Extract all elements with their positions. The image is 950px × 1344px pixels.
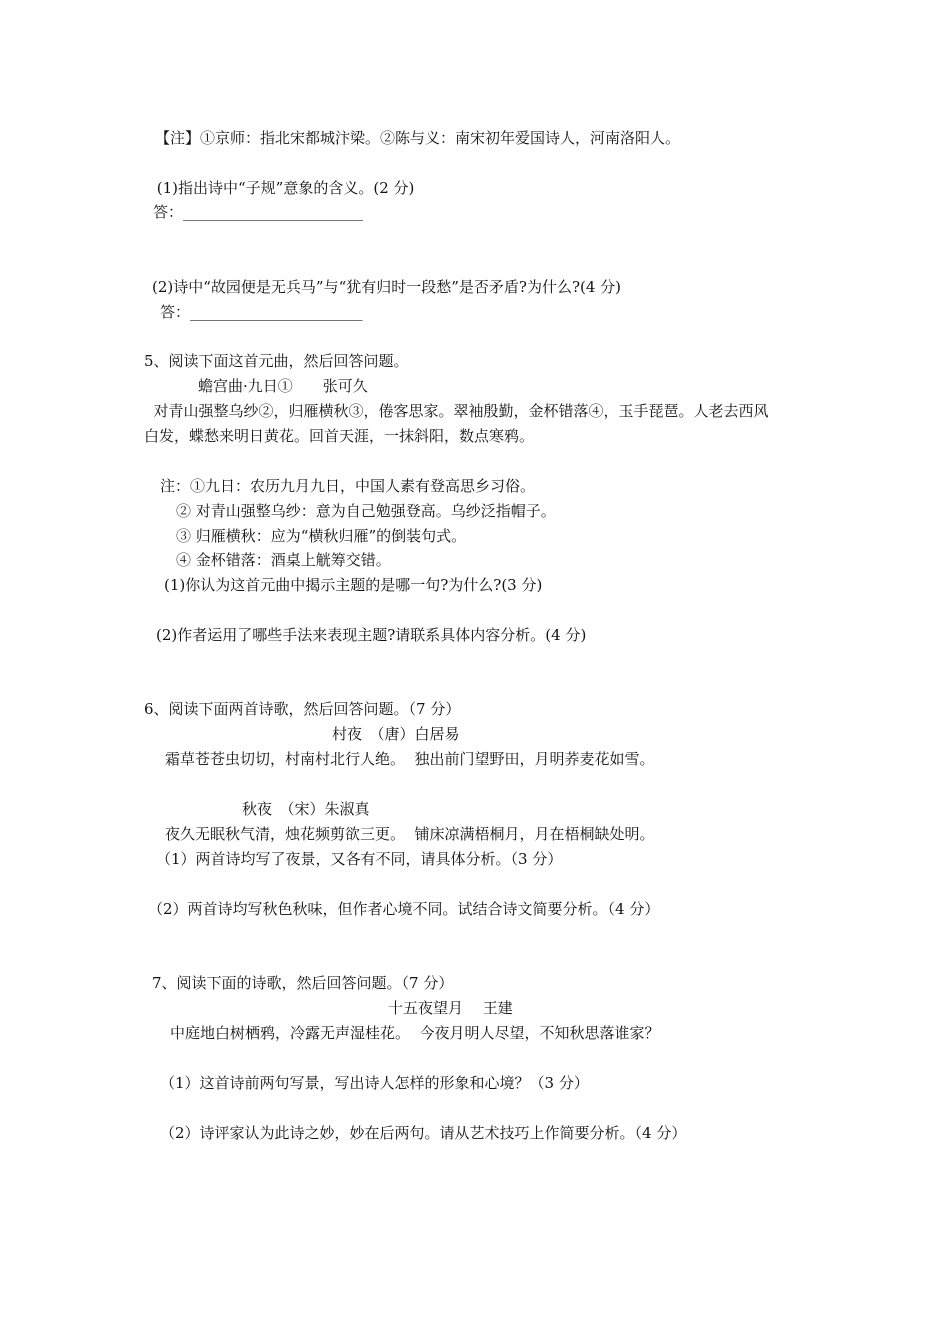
q7-sub1: （1）这首诗前两句写景，写出诗人怎样的形象和心境？（3 分）	[160, 1074, 589, 1092]
q4-sub1: (1)指出诗中“子规”意象的含义。(2 分)	[152, 179, 415, 197]
q7-heading: 7、阅读下面的诗歌，然后回答问题。（7 分）	[152, 974, 454, 992]
q6-poem1-body: 霜草苍苍虫切切，村南村北行人绝。 独出前门望野田，月明荞麦花如雪。	[165, 750, 655, 768]
q6-sub1: （1）两首诗均写了夜景，又各有不同，请具体分析。（3 分）	[156, 850, 563, 868]
q5-sub2: (2)作者运用了哪些手法来表现主题?请联系具体内容分析。(4 分)	[156, 626, 587, 644]
q5-note3: ③ 归雁横秋：应为“横秋归雁”的倒装句式。	[176, 527, 467, 545]
q7-poem-title: 十五夜望月 王建	[388, 999, 513, 1017]
q6-heading: 6、阅读下面两首诗歌，然后回答问题。（7 分）	[144, 700, 461, 718]
q5-note2: ② 对青山强整乌纱：意为自己勉强登高。乌纱泛指帽子。	[176, 502, 556, 520]
q7-poem-body: 中庭地白树栖鸦，冷露无声湿桂花。 今夜月明人尽望，不知秋思落谁家？	[170, 1024, 660, 1042]
footnote-top: 【注】①京师：指北宋都城汴梁。②陈与义：南宋初年爱国诗人，河南洛阳人。	[155, 129, 681, 147]
q5-poem-line1: 对青山强整乌纱②，归雁横秋③，倦客思家。翠袖殷勤，金杯错落④，玉手琵琶。人老去西风	[144, 402, 769, 420]
q4-answer2: 答：_______________________	[160, 303, 363, 321]
q7-sub2: （2）诗评家认为此诗之妙，妙在后两句。请从艺术技巧上作简要分析。（4 分）	[160, 1124, 687, 1142]
q6-sub2: （2）两首诗均写秋色秋味，但作者心境不同。试结合诗文简要分析。（4 分）	[148, 900, 660, 918]
q5-poem-title: 蟾宫曲·九日① 张可久	[198, 377, 368, 395]
q5-note1: 注：①九日：农历九月九日，中国人素有登高思乡习俗。	[160, 477, 536, 495]
q4-sub2: (2)诗中“故园便是无兵马”与“犹有归时一段愁”是否矛盾?为什么?(4 分)	[152, 278, 622, 296]
q5-heading: 5、阅读下面这首元曲，然后回答问题。	[144, 352, 409, 370]
q5-poem-line2: 白发，蝶愁来明日黄花。回首天涯，一抹斜阳，数点寒鸦。	[144, 427, 535, 445]
q5-sub1: (1)你认为这首元曲中揭示主题的是哪一句?为什么?(3 分)	[164, 576, 543, 594]
q5-note4: ④ 金杯错落：酒桌上觥筹交错。	[176, 551, 391, 569]
q6-poem1-title: 村夜 （唐）白居易	[332, 725, 460, 743]
q6-poem2-title: 秋夜 （宋）朱淑真	[242, 800, 370, 818]
q6-poem2-body: 夜久无眠秋气清，烛花频剪欲三更。 铺床凉满梧桐月，月在梧桐缺处明。	[165, 825, 655, 843]
q4-answer1: 答：________________________	[153, 203, 364, 221]
